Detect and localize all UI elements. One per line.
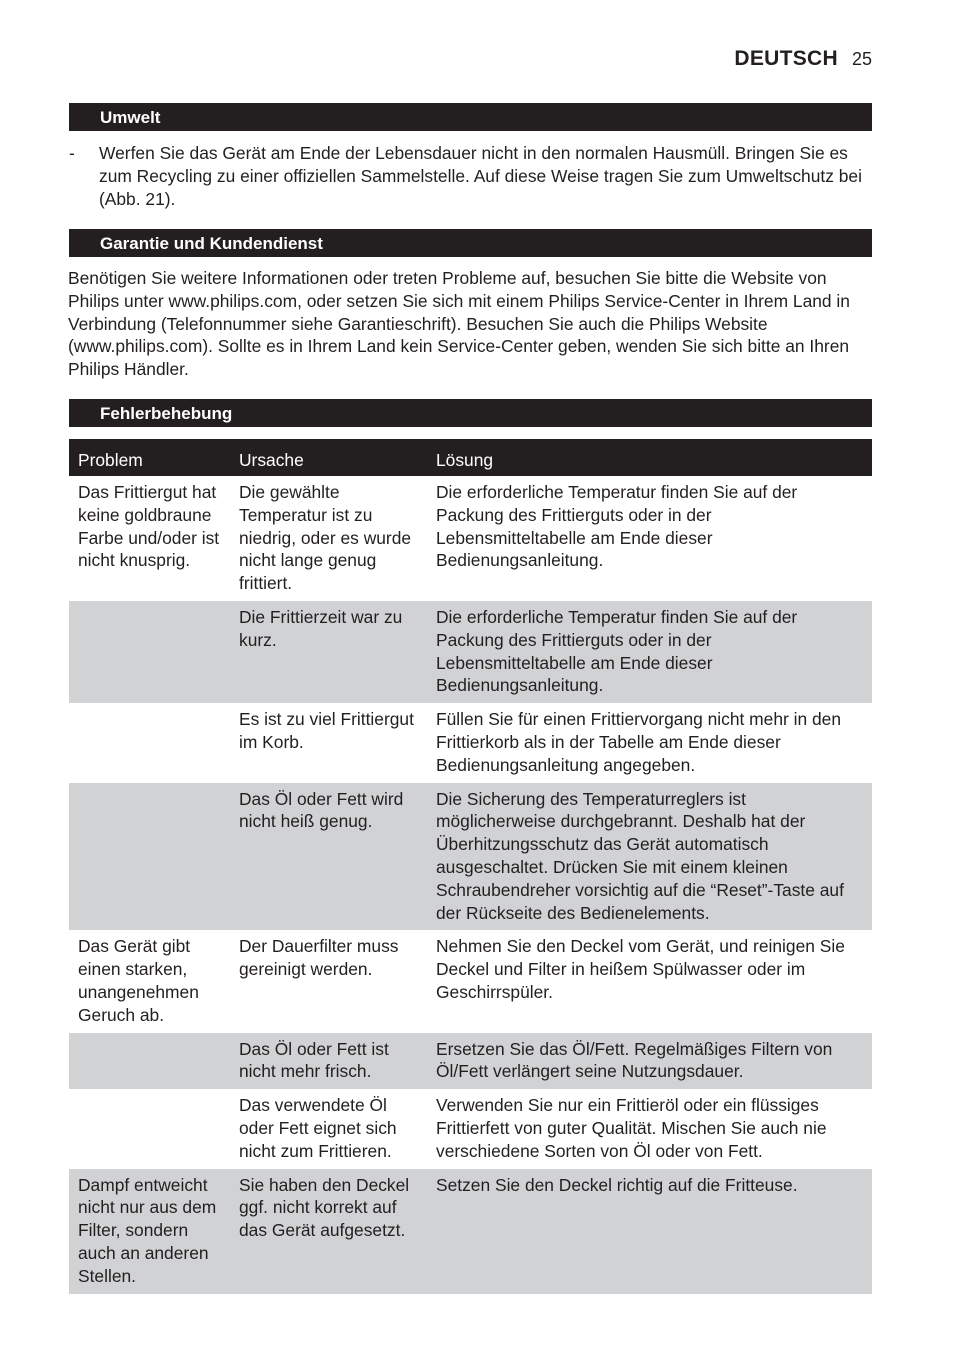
table-row <box>69 930 872 1032</box>
problem-cell <box>69 601 230 703</box>
solution-cell: Verwenden Sie nur ein Frittieröl oder ein flüssiges Frittierfett von guter Qualität. Mischen Sie auch nie verschiedene Sorten von Öl oder von Fett. <box>436 1095 827 1161</box>
table-row <box>69 476 872 601</box>
cause-cell: Das verwendete Öl oder Fett eignet sich nicht zum Frittieren. <box>239 1095 397 1161</box>
problem-cell: Das Gerät gibt einen starken, unangenehmen Geruch ab. <box>78 936 199 1025</box>
garantie-paragraph: Benötigen Sie weitere Informationen oder treten Probleme auf, besuchen Sie bitte die Website von Philips unter www.philips.com, oder setzen Sie sich mit einem Philips Service-Center in Ihrem Land in Verbindung (Telefonnummer siehe Garantieschrift). Besuchen Sie auch die Philips Website (www.philips.com). Sollte es in Ihrem Land kein Service-Center geben, wenden Sie sich bitte an Ihren Philips Händler. <box>68 268 850 380</box>
bullet-dash: - <box>69 143 75 163</box>
solution-cell: Setzen Sie den Deckel richtig auf die Fritteuse. <box>427 1169 872 1294</box>
problem-cell <box>69 783 230 931</box>
column-header-problem: Problem <box>69 439 230 476</box>
cause-cell: Es ist zu viel Frittiergut im Korb. <box>239 709 414 752</box>
solution-cell: Nehmen Sie den Deckel vom Gerät, und reinigen Sie Deckel und Filter in heißem Spülwasser oder im Geschirrspüler. <box>436 936 845 1002</box>
cause-cell: Der Dauerfilter muss gereinigt werden. <box>239 936 399 980</box>
cause-cell: Die Frittierzeit war zu kurz. <box>230 601 427 703</box>
section-heading-fehlerbehebung: Fehlerbehebung <box>69 399 872 427</box>
table-row <box>69 601 872 703</box>
cause-cell: Das Öl oder Fett ist nicht mehr frisch. <box>230 1033 427 1090</box>
table-header-row <box>69 439 872 476</box>
cause-cell: Die gewählte Temperatur ist zu niedrig, oder es wurde nicht lange genug frittiert. <box>239 482 412 594</box>
table-row <box>69 783 872 931</box>
problem-cell: Dampf entweicht nicht nur aus dem Filter, sondern auch an anderen Stellen. <box>69 1169 230 1294</box>
problem-cell <box>69 1089 230 1168</box>
table-row <box>69 1169 872 1294</box>
cause-cell: Das Öl oder Fett wird nicht heiß genug. <box>230 783 427 931</box>
table-row <box>69 1089 872 1168</box>
column-header-loesung: Lösung <box>427 439 872 476</box>
table-row <box>69 1033 872 1090</box>
solution-cell: Die Sicherung des Temperaturreglers ist möglicherweise durchgebrannt. Deshalb hat der Überhitzungsschutz das Gerät automatisch ausgeschaltet. Drücken Sie mit einem kleinen Schraubendreher vorsichtig auf die “Reset”-Taste auf der Rückseite des Bedienelements. <box>427 783 872 931</box>
solution-cell: Die erforderliche Temperatur finden Sie auf der Packung des Frittierguts oder in der Lebensmitteltabelle am Ende dieser Bedienungsanleitung. <box>436 482 798 571</box>
troubleshooting-table <box>69 439 872 1294</box>
umwelt-bullet-text: Werfen Sie das Gerät am Ende der Lebensdauer nicht in den normalen Hausmüll. Bringen Sie es zum Recycling zu einer offiziellen Sammelstelle. Auf diese Weise tragen Sie zum Umweltschutz bei (Abb. 21). <box>99 143 862 209</box>
problem-cell <box>69 703 230 782</box>
column-header-ursache: Ursache <box>230 439 427 476</box>
solution-cell: Die erforderliche Temperatur finden Sie auf der Packung des Frittierguts oder in der Lebensmitteltabelle am Ende dieser Bedienungsanleitung. <box>427 601 872 703</box>
section-heading-garantie: Garantie und Kundendienst <box>69 229 872 257</box>
table-row <box>69 703 872 782</box>
cause-cell: Sie haben den Deckel ggf. nicht korrekt auf das Gerät aufgesetzt. <box>230 1169 427 1294</box>
problem-cell <box>69 1033 230 1090</box>
page-number: 25 <box>851 49 872 69</box>
umwelt-bullet-item <box>69 142 875 210</box>
language-label: DEUTSCH <box>734 47 838 70</box>
solution-cell: Füllen Sie für einen Frittiervorgang nicht mehr in den Frittierkorb als in der Tabelle am Ende dieser Bedienungsanleitung angegeben. <box>436 709 842 775</box>
page-header <box>734 47 872 71</box>
problem-cell: Das Frittiergut hat keine goldbraune Farbe und/oder ist nicht knusprig. <box>78 482 220 571</box>
solution-cell: Ersetzen Sie das Öl/Fett. Regelmäßiges Filtern von Öl/Fett verlängert seine Nutzungsdauer. <box>427 1033 872 1090</box>
section-heading-umwelt: Umwelt <box>69 103 872 131</box>
